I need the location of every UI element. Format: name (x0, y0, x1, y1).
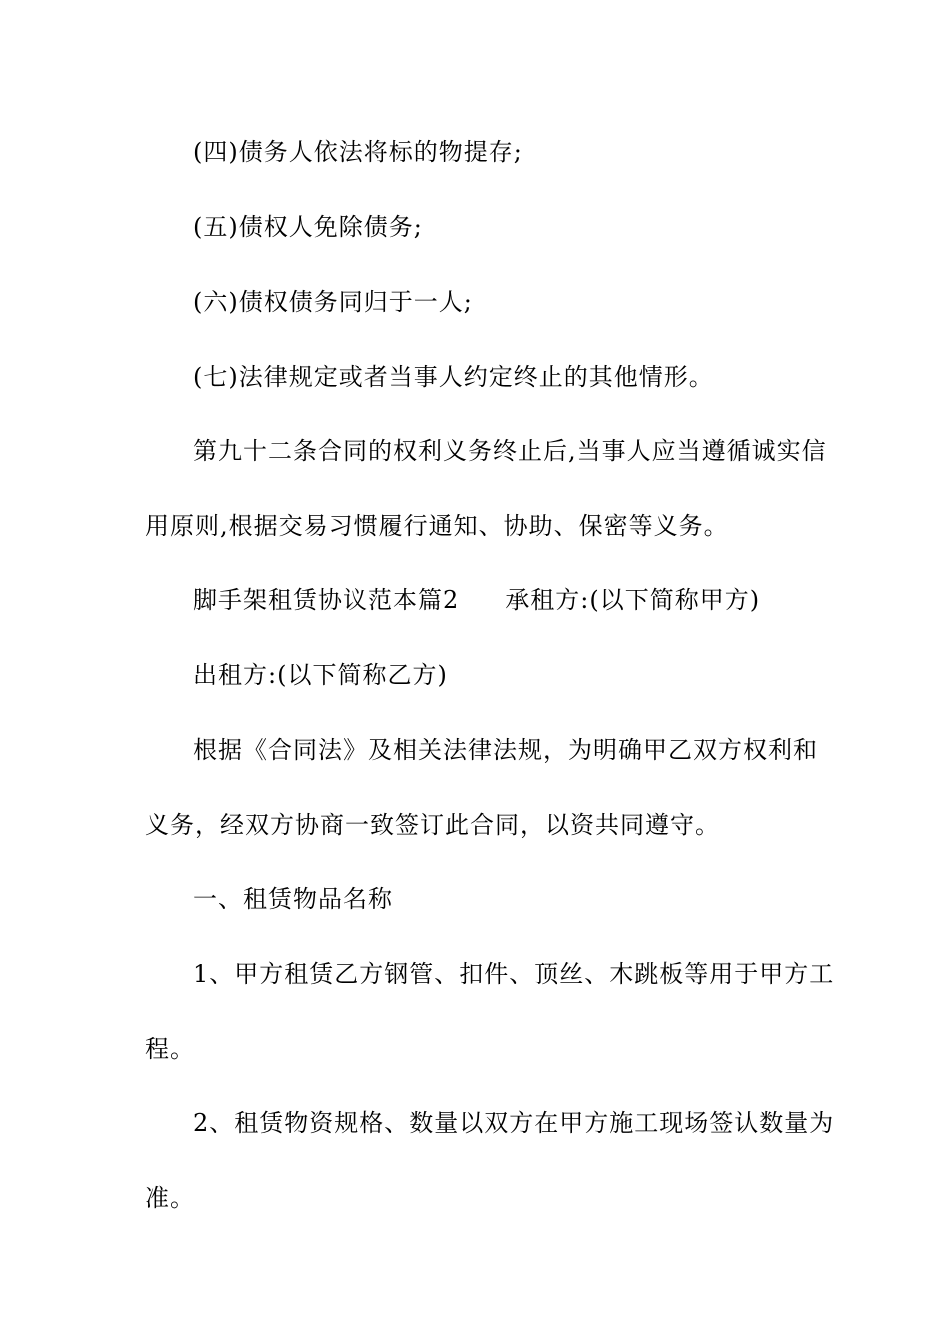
text-line-clause-7: (七)法律规定或者当事人约定终止的其他情形。 (193, 363, 714, 391)
text-line-clause-6: (六)债权债务同归于一人; (193, 288, 473, 316)
lessee-label: 承租方:(以下简称甲方) (505, 586, 761, 614)
text-line-clause-4: (四)债务人依法将标的物提存; (193, 138, 523, 166)
lessor-label: 出租方:(以下简称乙方) (193, 661, 448, 689)
text-line-item-2-cont: 准。 (145, 1184, 195, 1212)
text-line-item-1: 1、甲方租赁乙方钢管、扣件、顶丝、木跳板等用于甲方工 (193, 960, 835, 988)
text-line-article-92: 第九十二条合同的权利义务终止后,当事人应当遵循诚实信 (193, 437, 827, 465)
text-line-clause-5: (五)债权人免除债务; (193, 213, 423, 241)
section-title: 脚手架租赁协议范本篇2 (193, 586, 460, 614)
text-line-item-1-cont: 程。 (145, 1035, 195, 1063)
text-line-item-2: 2、租赁物资规格、数量以双方在甲方施工现场签认数量为 (193, 1109, 835, 1137)
text-line-preamble: 根据《合同法》及相关法律法规，为明确甲乙双方权利和 (193, 736, 818, 764)
heading-line (193, 585, 815, 615)
section-heading-1: 一、租赁物品名称 (193, 885, 393, 913)
text-line-preamble-cont: 义务，经双方协商一致签订此合同，以资共同遵守。 (145, 811, 720, 839)
text-line-article-92-cont: 用原则,根据交易习惯履行通知、协助、保密等义务。 (145, 512, 729, 540)
